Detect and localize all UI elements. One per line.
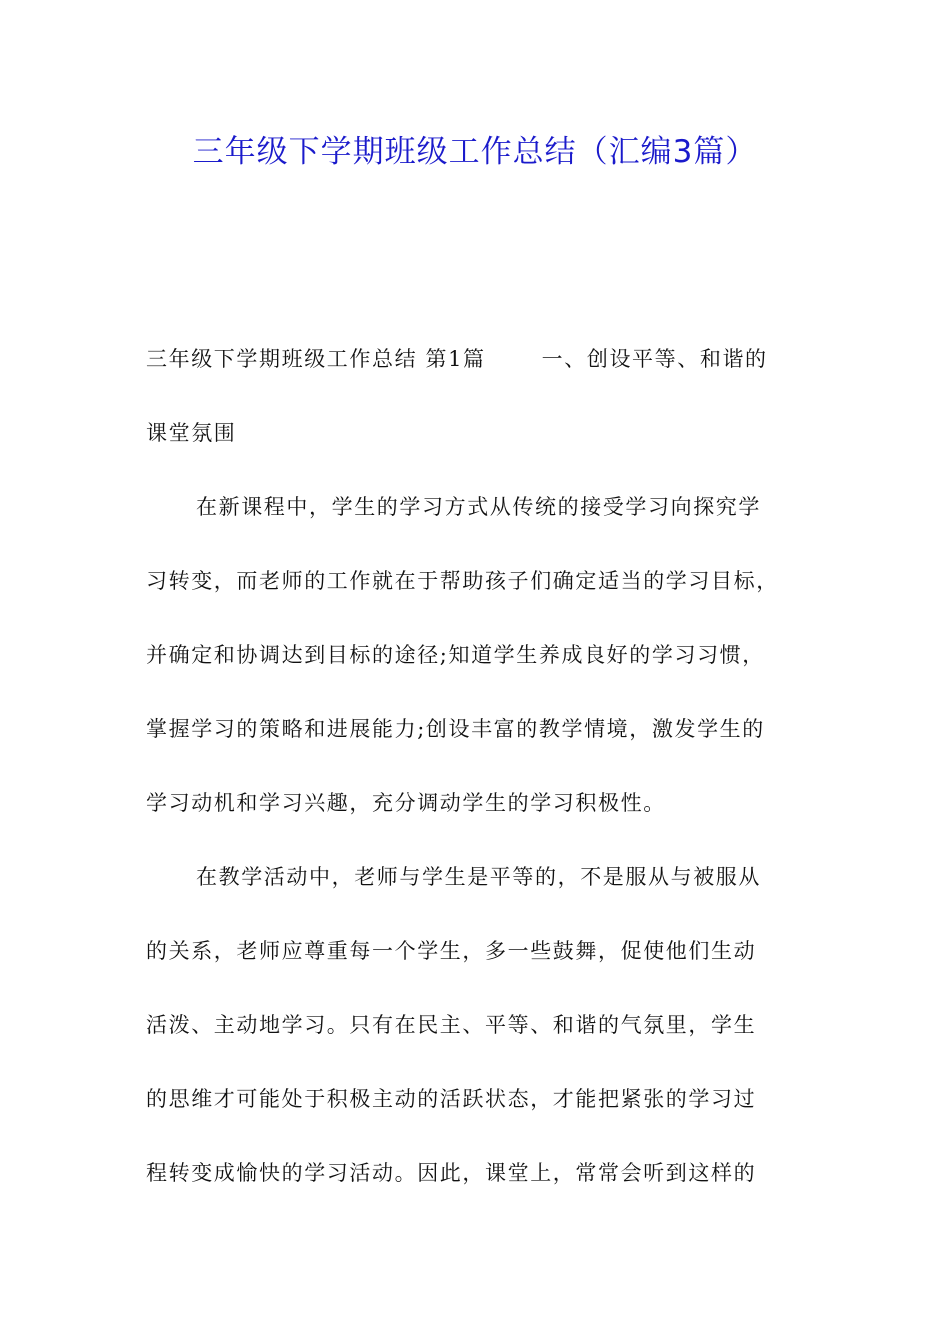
paragraph-line: [146, 840, 806, 914]
paragraph-line: 习转变，而老师的工作就在于帮助孩子们确定适当的学习目标，: [146, 569, 779, 593]
paragraph-line-text: 在教学活动中，老师与学生是平等的，不是服从与被服从: [196, 865, 761, 889]
paragraph-line-text: 在新课程中，学生的学习方式从传统的接受学习向探究学: [196, 495, 761, 519]
paragraph-line: 学习动机和学习兴趣，充分调动学生的学习积极性。: [146, 791, 666, 815]
paragraph-2: [146, 840, 806, 1210]
heading-line: [146, 322, 806, 396]
paragraph-line: 的关系，老师应尊重每一个学生，多一些鼓舞，促使他们生动: [146, 939, 757, 963]
paragraph-line: [146, 470, 806, 544]
document-body: [146, 322, 806, 1210]
paragraph-1: [146, 470, 806, 840]
heading-paragraph: [146, 322, 806, 470]
part-title: 三年级下学期班级工作总结 第1篇: [146, 347, 486, 371]
paragraph-line: 掌握学习的策略和进展能力;创设丰富的教学情境，激发学生的: [146, 717, 765, 741]
section-title-end: 课堂氛围: [146, 421, 237, 445]
section-title-start: 一、创设平等、和谐的: [541, 347, 768, 371]
paragraph-line: 程转变成愉快的学习活动。因此，课堂上，常常会听到这样的: [146, 1161, 757, 1185]
paragraph-line: 活泼、主动地学习。只有在民主、平等、和谐的气氛里，学生: [146, 1013, 757, 1037]
document-title: 三年级下学期班级工作总结（汇编3篇）: [192, 134, 758, 170]
paragraph-line: 并确定和协调达到目标的途径;知道学生养成良好的学习习惯，: [146, 643, 765, 667]
heading-line-continued: [146, 396, 806, 470]
paragraph-line: 的思维才可能处于积极主动的活跃状态，才能把紧张的学习过: [146, 1087, 757, 1111]
